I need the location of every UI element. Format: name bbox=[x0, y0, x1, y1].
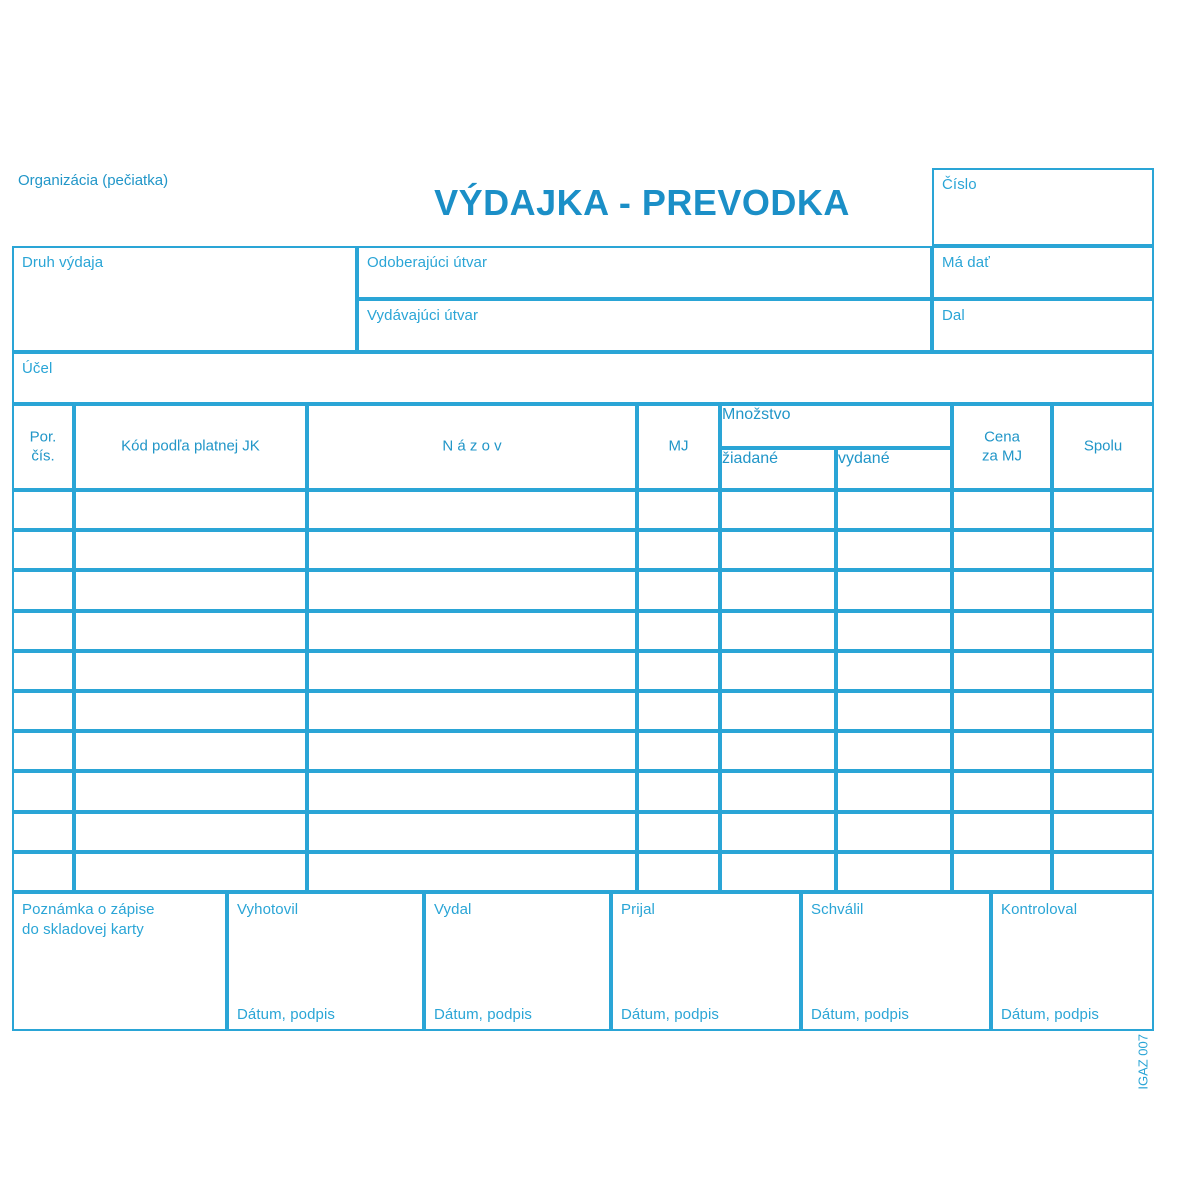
col-vydane-label: vydané bbox=[838, 450, 890, 467]
table-cell-cena[interactable] bbox=[952, 852, 1052, 892]
table-cell-kod[interactable] bbox=[74, 771, 307, 811]
ucel-field[interactable] bbox=[12, 352, 1154, 404]
table-cell-vydane[interactable] bbox=[836, 771, 952, 811]
table-cell-nazov[interactable] bbox=[307, 731, 637, 771]
schvalil-datum-podpis-label: Dátum, podpis bbox=[811, 1006, 910, 1023]
table-cell-por-cis[interactable] bbox=[12, 570, 74, 610]
form-code-wrapper bbox=[1127, 928, 1151, 1090]
table-cell-por-cis[interactable] bbox=[12, 691, 74, 731]
table-cell-spolu[interactable] bbox=[1052, 490, 1154, 530]
table-cell-cena[interactable] bbox=[952, 691, 1052, 731]
table-cell-spolu[interactable] bbox=[1052, 771, 1154, 811]
ma-dat-label: Má dať bbox=[942, 254, 990, 271]
table-cell-spolu[interactable] bbox=[1052, 691, 1154, 731]
col-nazov-label: N á z o v bbox=[442, 437, 502, 455]
table-cell-spolu[interactable] bbox=[1052, 812, 1154, 852]
table-cell-spolu[interactable] bbox=[1052, 570, 1154, 610]
column-header-nazov bbox=[307, 404, 637, 490]
table-cell-vydane[interactable] bbox=[836, 611, 952, 651]
table-cell-vydane[interactable] bbox=[836, 570, 952, 610]
table-cell-kod[interactable] bbox=[74, 731, 307, 771]
table-row bbox=[12, 852, 1154, 892]
table-cell-ziadane[interactable] bbox=[720, 611, 836, 651]
table-cell-nazov[interactable] bbox=[307, 812, 637, 852]
table-cell-cena[interactable] bbox=[952, 490, 1052, 530]
table-cell-por-cis[interactable] bbox=[12, 771, 74, 811]
table-cell-mj[interactable] bbox=[637, 490, 720, 530]
table-cell-spolu[interactable] bbox=[1052, 651, 1154, 691]
table-cell-ziadane[interactable] bbox=[720, 651, 836, 691]
poznamka-line2: do skladovej karty bbox=[22, 920, 144, 938]
vyhotovil-field[interactable] bbox=[227, 892, 424, 1031]
table-cell-por-cis[interactable] bbox=[12, 611, 74, 651]
col-mj-label: MJ bbox=[668, 437, 689, 455]
table-cell-ziadane[interactable] bbox=[720, 570, 836, 610]
cislo-label: Číslo bbox=[942, 176, 977, 193]
col-por-line2: čís. bbox=[31, 447, 55, 464]
table-row bbox=[12, 812, 1154, 852]
items-table bbox=[12, 404, 1154, 892]
table-cell-cena[interactable] bbox=[952, 651, 1052, 691]
vydavajuci-utvar-label: Vydávajúci útvar bbox=[367, 307, 479, 324]
table-cell-ziadane[interactable] bbox=[720, 490, 836, 530]
col-spolu-label: Spolu bbox=[1083, 437, 1123, 455]
table-row bbox=[12, 691, 1154, 731]
col-ziadane-label: žiadané bbox=[722, 450, 779, 467]
page-title: VÝDAJKA - PREVODKA bbox=[434, 182, 850, 223]
table-cell-nazov[interactable] bbox=[307, 852, 637, 892]
column-header-mnozstvo bbox=[720, 404, 952, 448]
druh-vydaja-label: Druh výdaja bbox=[22, 254, 104, 271]
table-cell-kod[interactable] bbox=[74, 530, 307, 570]
ma-dat-field[interactable] bbox=[932, 246, 1154, 299]
table-cell-mj[interactable] bbox=[637, 852, 720, 892]
table-cell-nazov[interactable] bbox=[307, 771, 637, 811]
table-cell-por-cis[interactable] bbox=[12, 490, 74, 530]
table-cell-nazov[interactable] bbox=[307, 651, 637, 691]
column-header-mj bbox=[637, 404, 720, 490]
schvalil-field[interactable] bbox=[801, 892, 991, 1031]
table-cell-nazov[interactable] bbox=[307, 570, 637, 610]
column-header-ziadane bbox=[720, 448, 836, 490]
table-cell-vydane[interactable] bbox=[836, 812, 952, 852]
table-cell-kod[interactable] bbox=[74, 691, 307, 731]
table-cell-mj[interactable] bbox=[637, 611, 720, 651]
odoberajuci-utvar-label: Odoberajúci útvar bbox=[367, 254, 488, 271]
table-cell-por-cis[interactable] bbox=[12, 731, 74, 771]
table-cell-mj[interactable] bbox=[637, 771, 720, 811]
table-cell-por-cis[interactable] bbox=[12, 651, 74, 691]
table-row bbox=[12, 611, 1154, 651]
table-cell-vydane[interactable] bbox=[836, 852, 952, 892]
table-row bbox=[12, 570, 1154, 610]
table-cell-cena[interactable] bbox=[952, 570, 1052, 610]
table-cell-ziadane[interactable] bbox=[720, 771, 836, 811]
table-cell-kod[interactable] bbox=[74, 611, 307, 651]
poznamka-line1: Poznámka o zápise bbox=[22, 901, 155, 918]
form-meta-band bbox=[12, 246, 1154, 352]
table-cell-cena[interactable] bbox=[952, 530, 1052, 570]
table-cell-nazov[interactable] bbox=[307, 490, 637, 530]
druh-vydaja-field[interactable] bbox=[12, 246, 357, 352]
odoberajuci-utvar-field[interactable] bbox=[357, 246, 932, 299]
table-cell-por-cis[interactable] bbox=[12, 530, 74, 570]
table-cell-ziadane[interactable] bbox=[720, 812, 836, 852]
table-cell-ziadane[interactable] bbox=[720, 852, 836, 892]
table-cell-nazov[interactable] bbox=[307, 691, 637, 731]
table-cell-vydane[interactable] bbox=[836, 651, 952, 691]
table-cell-kod[interactable] bbox=[74, 651, 307, 691]
table-cell-kod[interactable] bbox=[74, 570, 307, 610]
prijal-field[interactable] bbox=[611, 892, 801, 1031]
table-cell-spolu[interactable] bbox=[1052, 731, 1154, 771]
table-cell-cena[interactable] bbox=[952, 812, 1052, 852]
vyhotovil-label: Vyhotovil bbox=[237, 901, 299, 918]
dal-label: Dal bbox=[942, 307, 965, 324]
column-header-vydane bbox=[836, 448, 952, 490]
col-cena-line2: za MJ bbox=[981, 447, 1022, 464]
column-header-por-cis bbox=[12, 404, 74, 490]
table-cell-vydane[interactable] bbox=[836, 731, 952, 771]
table-row bbox=[12, 530, 1154, 570]
organization-label: Organizácia (pečiatka) bbox=[18, 172, 169, 189]
table-row bbox=[12, 490, 1154, 530]
table-cell-mj[interactable] bbox=[637, 812, 720, 852]
column-header-cena-za-mj bbox=[952, 404, 1052, 490]
table-cell-ziadane[interactable] bbox=[720, 530, 836, 570]
col-kod-label: Kód podľa platnej JK bbox=[121, 437, 260, 455]
table-cell-spolu[interactable] bbox=[1052, 852, 1154, 892]
table-cell-mj[interactable] bbox=[637, 530, 720, 570]
table-cell-vydane[interactable] bbox=[836, 490, 952, 530]
table-cell-kod[interactable] bbox=[74, 852, 307, 892]
table-cell-mj[interactable] bbox=[637, 651, 720, 691]
col-por-line1: Por. bbox=[29, 428, 57, 446]
col-mnozstvo-label: Množstvo bbox=[722, 406, 791, 423]
ucel-label: Účel bbox=[22, 360, 53, 377]
kontroloval-datum-podpis-label: Dátum, podpis bbox=[1001, 1006, 1100, 1023]
prijal-datum-podpis-label: Dátum, podpis bbox=[621, 1006, 720, 1023]
cislo-field[interactable] bbox=[932, 168, 1154, 246]
table-cell-vydane[interactable] bbox=[836, 530, 952, 570]
column-header-kod bbox=[74, 404, 307, 490]
organization-field[interactable] bbox=[12, 168, 932, 246]
table-cell-mj[interactable] bbox=[637, 731, 720, 771]
table-cell-cena[interactable] bbox=[952, 611, 1052, 651]
kontroloval-label: Kontroloval bbox=[1001, 901, 1078, 918]
vyhotovil-datum-podpis-label: Dátum, podpis bbox=[237, 1006, 336, 1023]
table-cell-mj[interactable] bbox=[637, 691, 720, 731]
prijal-label: Prijal bbox=[621, 901, 655, 918]
vydal-label: Vydal bbox=[434, 901, 472, 918]
vydal-field[interactable] bbox=[424, 892, 611, 1031]
table-row bbox=[12, 731, 1154, 771]
form-code: IGAZ 007 bbox=[1136, 1034, 1151, 1090]
table-rows bbox=[12, 490, 1154, 892]
dal-field[interactable] bbox=[932, 299, 1154, 352]
table-cell-spolu[interactable] bbox=[1052, 611, 1154, 651]
table-cell-kod[interactable] bbox=[74, 490, 307, 530]
table-cell-ziadane[interactable] bbox=[720, 691, 836, 731]
table-cell-spolu[interactable] bbox=[1052, 530, 1154, 570]
table-cell-cena[interactable] bbox=[952, 731, 1052, 771]
table-row bbox=[12, 651, 1154, 691]
schvalil-label: Schválil bbox=[811, 901, 864, 918]
table-cell-nazov[interactable] bbox=[307, 611, 637, 651]
table-cell-mj[interactable] bbox=[637, 570, 720, 610]
poznamka-field[interactable] bbox=[12, 892, 227, 1031]
table-cell-kod[interactable] bbox=[74, 812, 307, 852]
col-cena-line1: Cena bbox=[984, 428, 1020, 446]
signatures-band bbox=[12, 892, 1154, 1031]
form-header-band bbox=[12, 168, 1154, 246]
vydajka-prevodka-form bbox=[12, 168, 1154, 1090]
table-cell-vydane[interactable] bbox=[836, 691, 952, 731]
table-cell-por-cis[interactable] bbox=[12, 812, 74, 852]
table-cell-por-cis[interactable] bbox=[12, 852, 74, 892]
vydal-datum-podpis-label: Dátum, podpis bbox=[434, 1006, 533, 1023]
table-row bbox=[12, 771, 1154, 811]
vydavajuci-utvar-field[interactable] bbox=[357, 299, 932, 352]
table-cell-nazov[interactable] bbox=[307, 530, 637, 570]
column-header-spolu bbox=[1052, 404, 1154, 490]
table-cell-ziadane[interactable] bbox=[720, 731, 836, 771]
table-cell-cena[interactable] bbox=[952, 771, 1052, 811]
